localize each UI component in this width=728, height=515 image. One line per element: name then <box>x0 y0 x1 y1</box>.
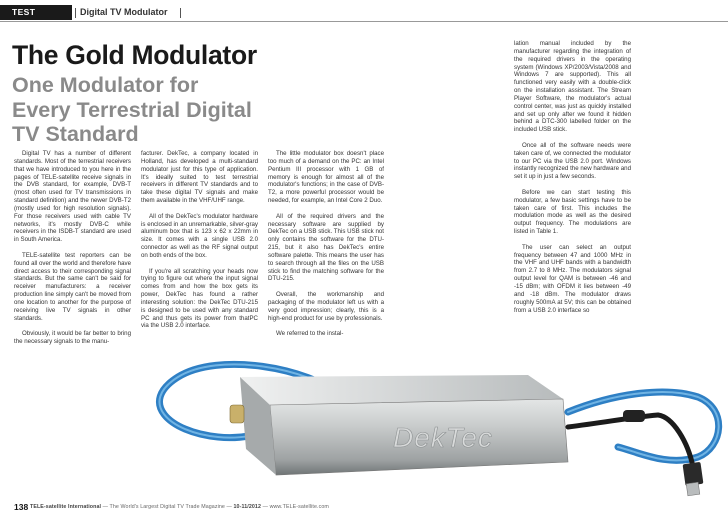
article-title: The Gold Modulator <box>12 40 257 70</box>
website-link[interactable]: — www.TELE-satellite.com <box>262 503 329 510</box>
paragraph: Obviously, it would be far better to bring the necessary signals to the manu- <box>14 330 131 346</box>
header-rule <box>0 21 728 22</box>
paragraph: The user can select an output frequency between 47 and 1000 MHz in the VHF and UHF bands with a bandwidth from 2.7 to 8 MHz. The modulators signal output level for QAM is between -46 and -15 dBm; with OFDM it lies between -49 and -18 dBm. The modulator draws roughly 500mA at 5V; this can be obtained from a USB 2.0 interface so <box>514 243 631 314</box>
section-tag: TEST REPORT <box>0 5 72 20</box>
article-subtitle: One Modulator for Every Terrestrial Digital TV Standard <box>12 73 252 146</box>
text-column-1 <box>14 150 131 354</box>
paragraph: We referred to the instal- <box>276 330 344 338</box>
header-divider-end <box>180 8 181 18</box>
usb-plug-icon <box>683 462 704 486</box>
paragraph: Overall, the workmanship and packaging of the modulator left us with a very good impression; clearly, this is a high-end product for use by professionals. <box>268 291 384 322</box>
text-column-4 <box>514 40 631 322</box>
paragraph: lation manual included by the manufacturer regarding the integration of the required drivers in the operating system (Windows XP/2003/Vista/2008 and Windows 7 are supported). This all functioned very easily with a double-click on the installation assistant. The Stream Player Software, the modulator's actual control center, was just as quickly installed and set up only after we found it hidden behind a DTC-300 labelled folder on the included USB stick. <box>514 40 631 134</box>
footer-credit <box>30 504 329 510</box>
page-number: 138 <box>14 502 29 512</box>
ferrite-core <box>623 410 645 422</box>
page-header <box>0 0 728 32</box>
paragraph: Before we can start testing this modulator, a few basic settings have to be taken care of first. This includes the modulation mode as well as the desired output frequency. The modulations are listed in Table 1. <box>514 188 631 236</box>
paragraph: TELE-satellite test reporters can be found all over the world and therefore have direct access to their corresponding signal standards. But the same can't be said for receiver manufacturers: a receiver production line simply can't be moved from one location to another for the purpose of receiving live TV signals in other standards. <box>14 251 131 322</box>
paragraph: Digital TV has a number of different standards. Most of the terrestrial receivers that we have introduced to you here in the pages of TELE-satellite receive signals in the DVB standard, for example, DVB-T (most often used for TV transmissions in standard definition) and the newer DVB-T2 (mostly used for high resolution signals). For those receivers used with cable TV networks, it's mostly DVB-C while receivers in the ISDB-T standard are used in South America. <box>14 150 131 244</box>
issue-date: 10-11/2012 <box>233 503 262 510</box>
magazine-name: TELE-satellite International <box>30 503 102 510</box>
magazine-tagline: — The World's Largest Digital TV Trade Magazine — <box>102 503 232 510</box>
paragraph: Once all of the software needs were taken care of, we connected the modulator to our PC via the USB 2.0 port. Windows instantly recognized the new hardware and set it up in just a few seconds. <box>514 141 631 181</box>
text-column-3 <box>268 150 384 346</box>
page-footer <box>0 500 728 515</box>
paragraph: facturer. DekTec, a company located in Holland, has developed a multi-standard modulator just for this type of application. It's ideally suited to test terrestrial receivers in different TV standards and to take these digital TV signals and make them available in the VHF/UHF range. <box>141 150 258 205</box>
rf-connector <box>230 405 244 423</box>
paragraph: If you're all scratching your heads now trying to figure out where the input signal comes from and how the box gets its power, DekTec has found a rather interesting solution: the DekTec DTU-215 is designed to be used with any standard PC and thus gets its power from thatPC via the USB 2.0 interface. <box>141 267 258 330</box>
device-label: DekTec <box>393 422 493 453</box>
paragraph: All of the required drivers and the necessary software are supplied by DekTec on a USB stick. This USB stick not only contains the software for the DTU-215, but it also has DekTec's entire software palette. This means the user has to search through all the files on the USB stick to find the matching software for the DTU-215. <box>268 212 384 283</box>
article-title-block <box>12 40 257 147</box>
header-divider <box>75 8 76 18</box>
paragraph: The little modulator box doesn't place too much of a demand on the PC: an Intel Pentium III processor with 1 GB of memory is enough for almost all of the modulator's functions; in the case of DVB-T2, a more powerful processor would be needed, for example, an Intel Core 2 Duo. <box>268 150 384 205</box>
section-title: Digital TV Modulator <box>80 7 168 17</box>
modulator-photo <box>8 357 728 497</box>
paragraph: All of the DekTec's modulator hardware is enclosed in an unremarkable, silver-gray aluminum box that is 123 x 62 x 22mm in size. It comes with a single USB 2.0 connector as well as the RF signal output on both ends of the box. <box>141 212 258 259</box>
text-column-2 <box>141 150 258 338</box>
